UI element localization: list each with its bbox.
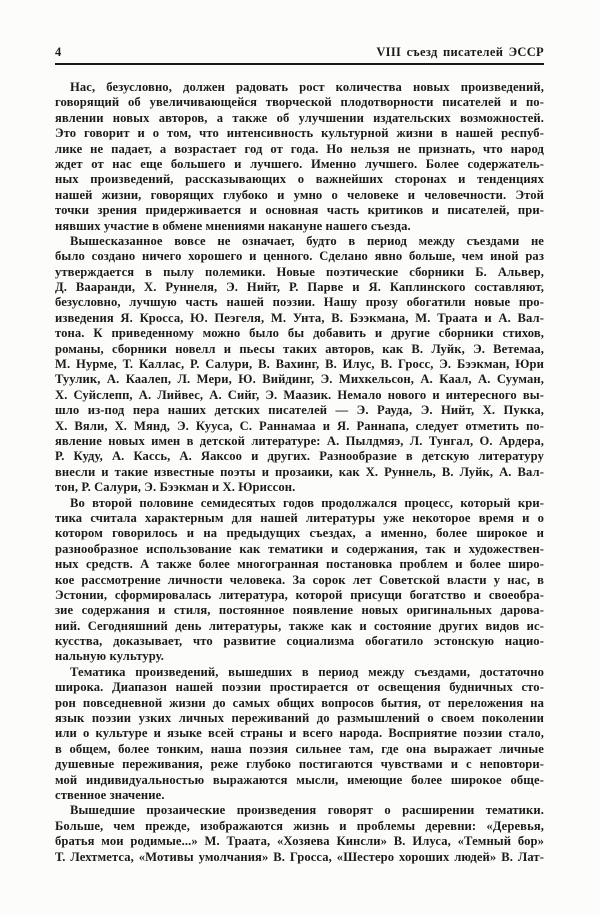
text-line: ний. Сегодняшний день литературы, также как и состояние других видов ис- xyxy=(55,618,544,633)
text-line: шло из-под пера наших детских писателей — Э. Рауда, Э. Нийт, Х. Пукка, xyxy=(55,403,544,418)
text-line: разнообразное использование как тематики и содержания, так и художествен- xyxy=(55,541,544,556)
text-block xyxy=(55,80,544,865)
text-line: явление новых имен в детской литературе: А. Пылдмяэ, Л. Тунгал, О. Ардера, xyxy=(55,433,544,448)
text-line: Д. Вааранди, Х. Руннеля, Э. Нийт, Р. Парве и Я. Каплинского составляют, xyxy=(55,280,544,295)
text-line: Х. Суйслепп, А. Лийвес, А. Сийг, Э. Маазик. Немало нового и интересного вы- xyxy=(55,387,544,402)
text-line: мой индивидуальностью выражаются мысли, имеющие более широкое обще- xyxy=(55,772,544,787)
text-line: явлении новых авторов, а также об улучшении издательских возможностей. xyxy=(55,110,544,125)
text-line: кое рассмотрение личности человека. За сорок лет Советской власти у нас, в xyxy=(55,572,544,587)
text-line: в общем, более тонким, наша поэзия сильнее там, где она выражает личные xyxy=(55,741,544,756)
text-line: тон, Р. Салури, Э. Бээкман и Х. Юриссон. xyxy=(55,480,296,495)
text-line: романы, сборники новелл и пьесы таких авторов, как В. Луйк, Э. Ветемаа, xyxy=(55,341,544,356)
text-line: Больше, чем прежде, изображаются жизнь и проблемы деревни: «Деревья, xyxy=(55,818,544,833)
paragraph xyxy=(55,80,544,234)
text-line: было создано ничего хорошего и ценного. Сделано явно больше, чем иной раз xyxy=(55,249,544,264)
text-line: внесли и такие известные поэты и прозаики, как Х. Руннель, В. Луйк, А. Вал- xyxy=(55,464,544,479)
paragraph xyxy=(55,234,544,496)
text-line: тика считала характерным для нашей литературы уже некоторое время и о xyxy=(55,510,544,525)
text-line: или о культуре и языке всей страны и всего народа. Восприятие поэзии стало, xyxy=(55,726,544,741)
text-line: Это говорит и о том, что интенсивность культурной жизни в нашей респуб- xyxy=(55,126,544,141)
text-line: Тематика произведений, вышедших в период между съездами, достаточно xyxy=(70,664,544,679)
page-number: 4 xyxy=(55,45,62,59)
text-line: Эстонии, сформировалась литература, которой присущи богатство и своеобра- xyxy=(55,587,544,602)
text-line: ных средств. А также более многогранная постановка проблем и более широ- xyxy=(55,557,544,572)
text-line: Вышесказанное вовсе не означает, будто в период между съездами не xyxy=(70,233,544,248)
text-line: лике не падает, а возрастает год от года. Но нельзя не признать, что народ xyxy=(55,141,544,156)
text-line: язык поэзии узких личных переживаний до размышлений о своем поколении xyxy=(55,711,544,726)
running-head xyxy=(55,45,544,65)
paragraph xyxy=(55,665,544,804)
text-line: точки зрения придерживается и основная часть критиков и писателей, при- xyxy=(55,203,544,218)
text-line: кусства, доказывает, что развитие социализма обогатило эстонскую нацио- xyxy=(55,634,544,649)
text-line: Вышедшие прозаические произведения говорят о расширении тематики. xyxy=(70,803,544,818)
paragraph xyxy=(55,496,544,665)
text-line: нашей жизни, говорящих глубоко и умно о человеке и человечности. Этой xyxy=(55,187,544,202)
text-line: тона. К приведенному можно было бы добавить и другие сборники стихов, xyxy=(55,326,544,341)
text-line: безусловно, лучшую часть нашей поэзии. Нашу прозу обогатили новые про- xyxy=(55,295,544,310)
text-line: Т. Лехтметса, «Мотивы умолчания» В. Гросса, «Шестеро хороших людей» В. Лат- xyxy=(55,849,544,864)
text-line: нявших участие в обмене мнениями накануне нашего съезда. xyxy=(55,218,411,233)
text-line: ждет от нас еще большего и лучшего. Именно лучшего. Более содержатель- xyxy=(55,156,544,171)
text-line: Во второй половине семидесятых годов продолжался процесс, который кри- xyxy=(70,495,544,510)
text-line: утверждается в пылу полемики. Новые поэтические сборники Б. Альвер, xyxy=(55,264,544,279)
text-line: зие содержания и стиля, постоянное появление новых оригинальных дарова- xyxy=(55,603,544,618)
text-line: котором говорилось и на предыдущих съездах, а именно, более широкое и xyxy=(55,526,544,541)
text-line: изведения Я. Кросса, Ю. Пеэгеля, М. Унта, В. Бээкмана, М. Траата и А. Вал- xyxy=(55,310,544,325)
text-line: Р. Куду, А. Кассь, А. Яаксоо и других. Разнообразие в детскую литературу xyxy=(55,449,544,464)
text-line: Туулик, А. Каалеп, Л. Мери, Ю. Вийдинг, Э. Михкельсон, А. Каал, А. Сууман, xyxy=(55,372,544,387)
text-line: широка. Диапазон нашей поэзии простирается от освещения будничных сто- xyxy=(55,680,544,695)
text-line: душевные переживания, реже глубоко постигаются чувствами и с неповтори- xyxy=(55,757,544,772)
text-line: Нас, безусловно, должен радовать рост количества новых произведений, xyxy=(70,80,544,94)
text-line: ных произведений, рассказывающих о важнейших сторонах и тенденциях xyxy=(55,172,544,187)
running-head-title: VIII съезд писателей ЭССР xyxy=(376,45,544,59)
text-line: рон повседневной жизни до самых общих вопросов бытия, от переложения на xyxy=(55,695,544,710)
text-line: говорящий об увеличивающейся творческой плодотворности писателей и по- xyxy=(55,95,544,110)
text-line: Х. Вяли, Х. Мянд, Э. Кууса, С. Раннамаа и Я. Раннапа, следует отметить по- xyxy=(55,418,544,433)
text-line: нальную культуру. xyxy=(55,649,165,664)
text-line: братья мои родимые...» М. Траата, «Хозяева Кинсли» В. Илуса, «Темный бор» xyxy=(55,834,544,849)
paragraph xyxy=(55,803,544,865)
text-line: М. Нурме, Т. Каллас, Р. Салури, В. Вахинг, В. Илус, В. Гросс, Э. Бээкман, Юри xyxy=(55,357,544,372)
text-line: ственное значение. xyxy=(55,787,165,802)
